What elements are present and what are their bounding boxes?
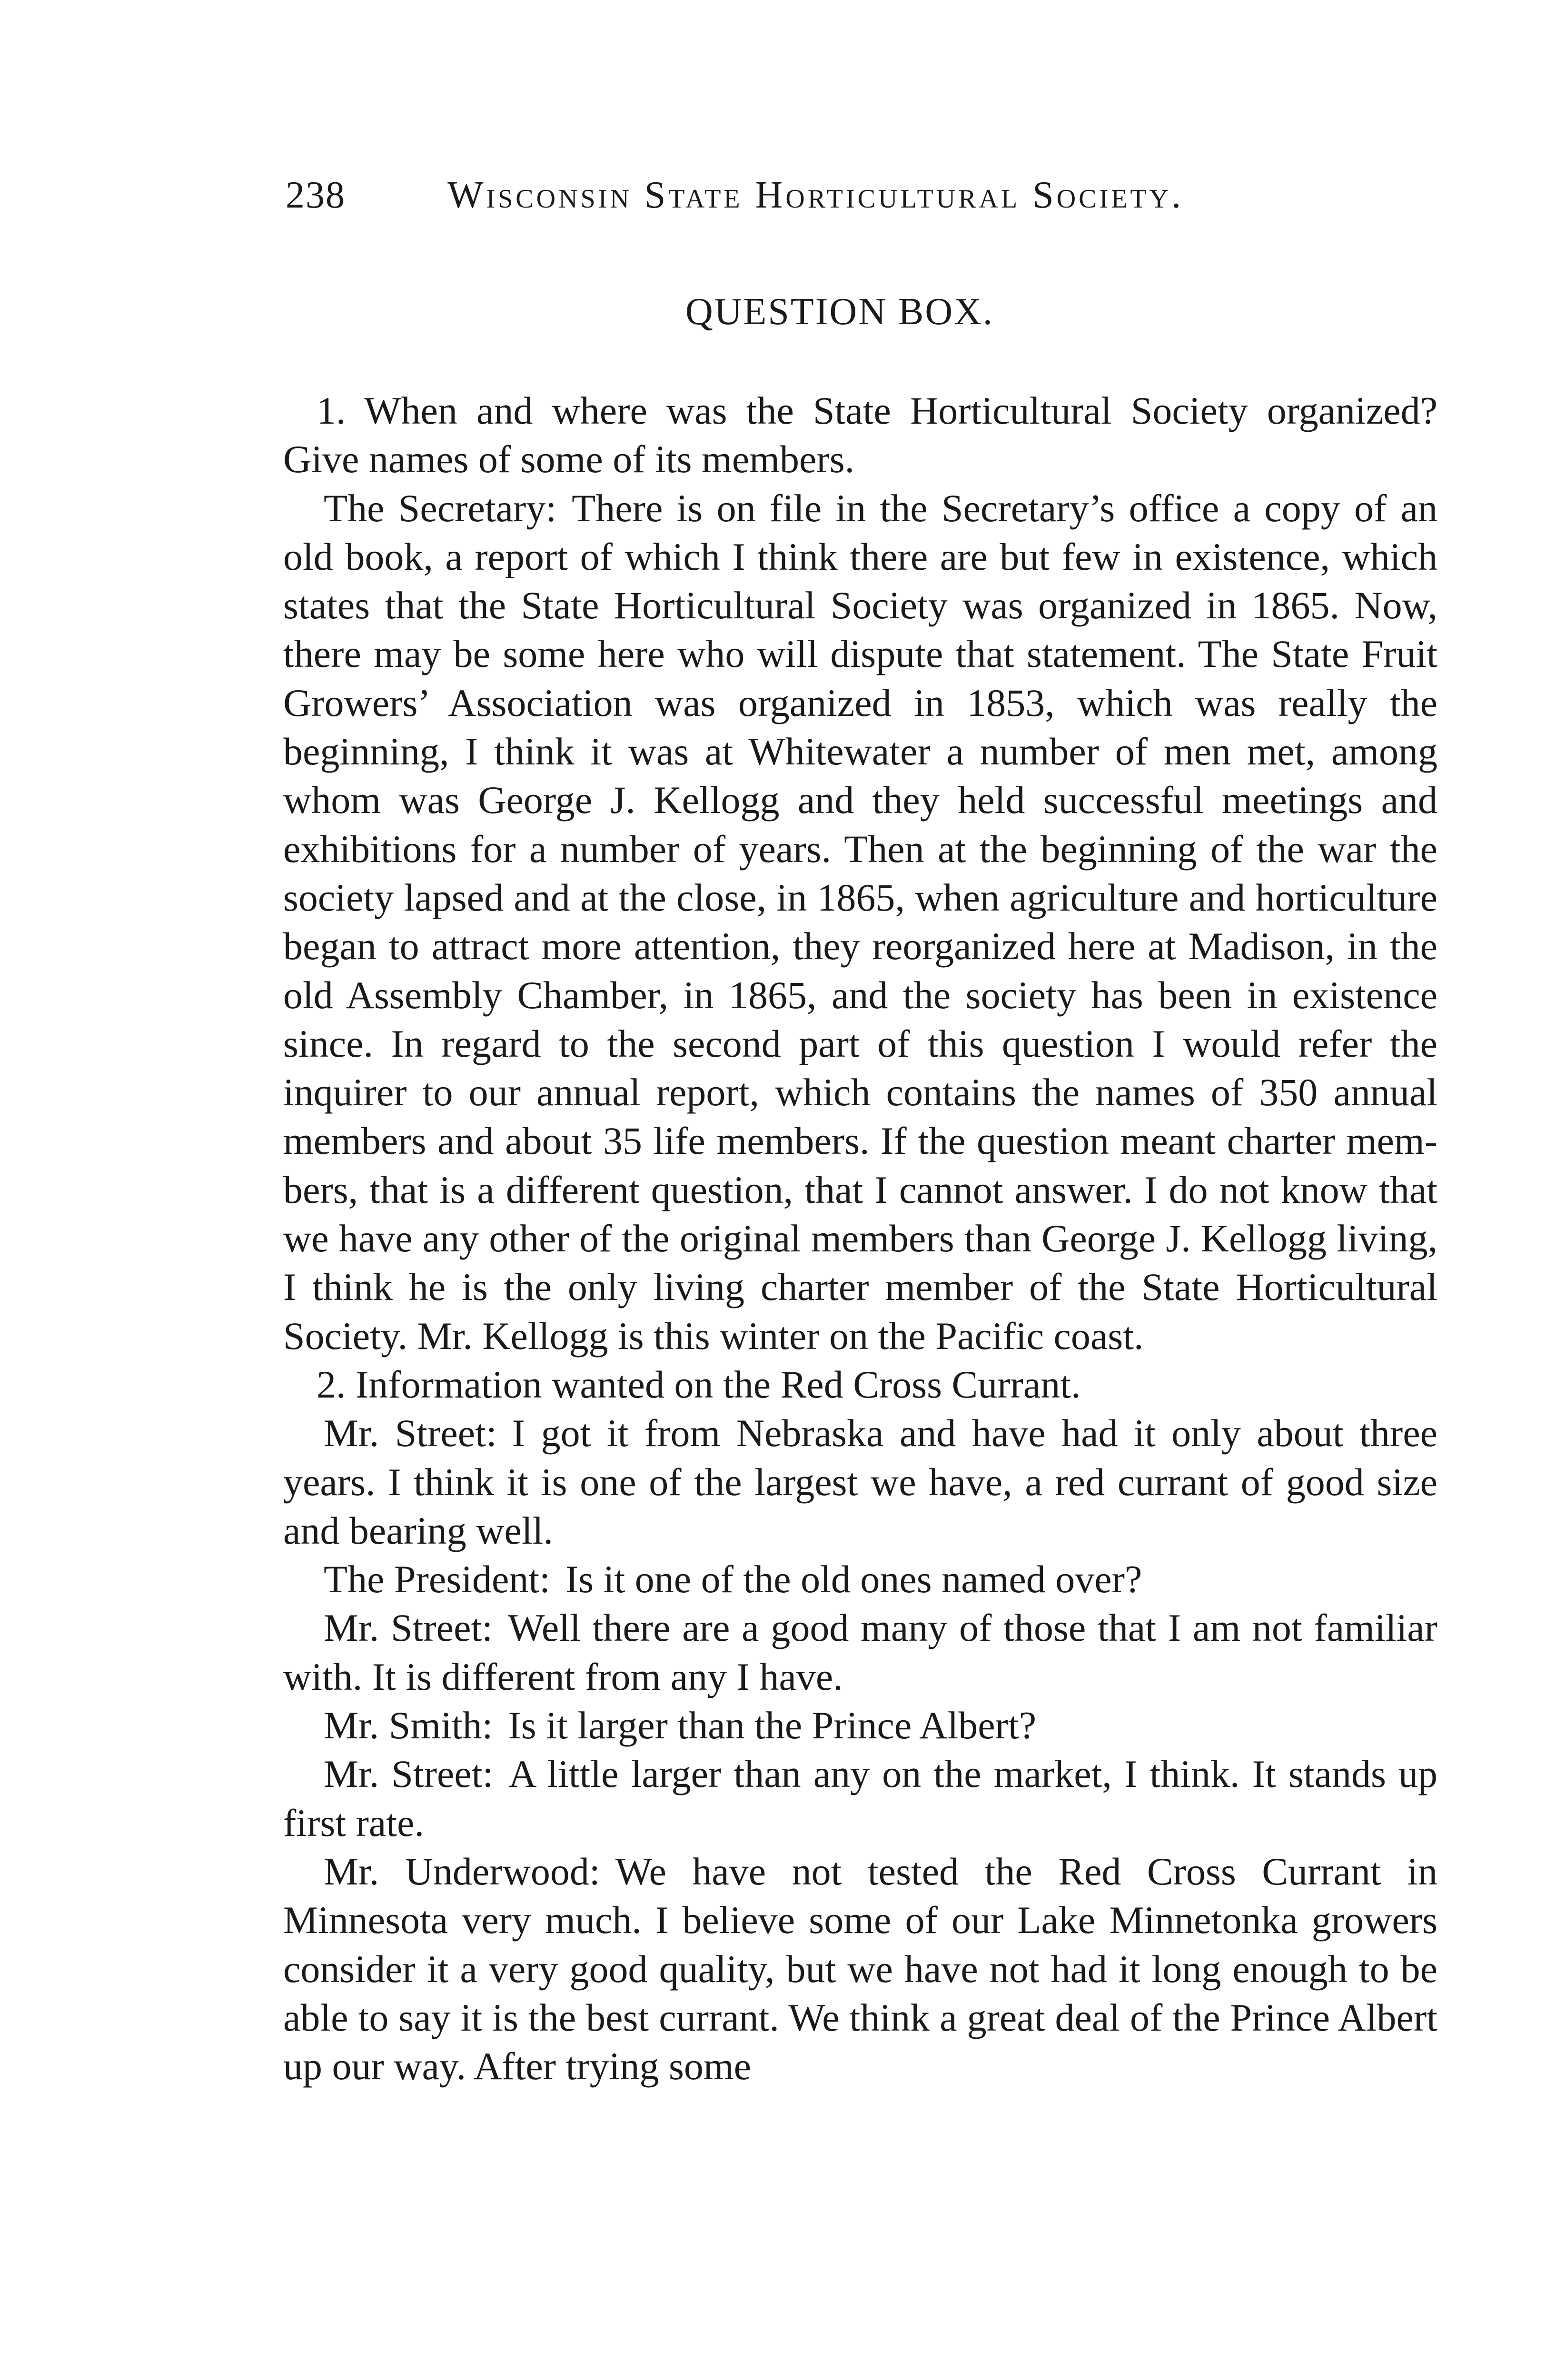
question-paragraph [283, 387, 1437, 484]
running-title: Wisconsin State Horticultural Society. [447, 174, 1184, 216]
answer-paragraph [283, 1604, 1437, 1701]
question-paragraph [283, 1360, 1437, 1409]
speaker-name: Mr. Smith: [324, 1704, 493, 1747]
speaker-name: The President: [324, 1557, 550, 1601]
paragraph-text: A little larger than any on the market, I think. It stands up first rate. [283, 1752, 1437, 1844]
paragraph-text: Well there are a good many of those that I am not familiar with. It is different from any I have. [283, 1606, 1437, 1698]
paragraph-text: 2. Information wanted on the Red Cross Currant. [317, 1362, 1081, 1406]
paragraph-text: I got it from Nebraska and have had it only about three years. I think it is one of the largest we have, a red currant of good size and bearing well. [283, 1411, 1437, 1552]
speaker-name: Mr. Underwood: [324, 1849, 600, 1893]
answer-paragraph [283, 1750, 1437, 1847]
answer-paragraph [283, 1555, 1437, 1604]
paragraph-text: We have not tested the Red Cross Currant in Minnesota very much. I believe some of our Lake Minnetonka growers consider it a very good quality, but we have not had it long enough to be able to say it is the best currant. We think a great deal of the Prince Albert up our way. After trying some [283, 1849, 1437, 2088]
speaker-name: The Secretary: [324, 486, 557, 530]
answer-paragraph [283, 1701, 1437, 1750]
speaker-name: Mr. Street: [324, 1411, 497, 1455]
running-head [286, 169, 1342, 221]
paragraph-text: Is it larger than the Prince Albert? [508, 1704, 1037, 1747]
answer-paragraph [283, 1847, 1437, 2091]
section-title: QUESTION BOX. [685, 291, 994, 333]
answer-paragraph [283, 484, 1437, 1360]
body-text [283, 387, 1437, 2091]
paragraph-text: There is on file in the Secretary’s office a copy of an old book, a report of which I think there are but few in existence, which states that the State Horticultural Society was organized in 1865. Now, there may be some here who will dispute that statement. The State Fruit Growers’ Association was organized in 1853, which was really the beginning, I think it was at Whitewater a number of men met, among whom was George J. Kellogg and they held successful meetings and exhibitions for a number of years. Then at the beginning of the war the society lapsed and at the close, in 1865, when agriculture and horticulture began to attract more attention, they reorganized here at Madison, in the old Assembly Chamber, in 1865, and the society has been in existence since. In regard to the second part of this question I would refer the inquirer to our annual report, which contains the names of 350 annual members and about 35 life members. If the question meant charter members, that is a different question, that I cannot answer. I do not know that we have any other of the original members than George J. Kellogg living, I think he is the only living charter member of the State Horticultural Society. Mr. Kellogg is this winter on the Pacific coast. [283, 486, 1437, 1358]
answer-paragraph [283, 1409, 1437, 1555]
paragraph-text: Is it one of the old ones named over? [565, 1557, 1142, 1601]
paragraph-text: 1. When and where was the State Horticultural Society organized? Give names of some of its members. [283, 389, 1437, 481]
page-number: 238 [286, 174, 346, 216]
speaker-name: Mr. Street: [324, 1752, 494, 1796]
speaker-name: Mr. Street: [324, 1606, 493, 1650]
